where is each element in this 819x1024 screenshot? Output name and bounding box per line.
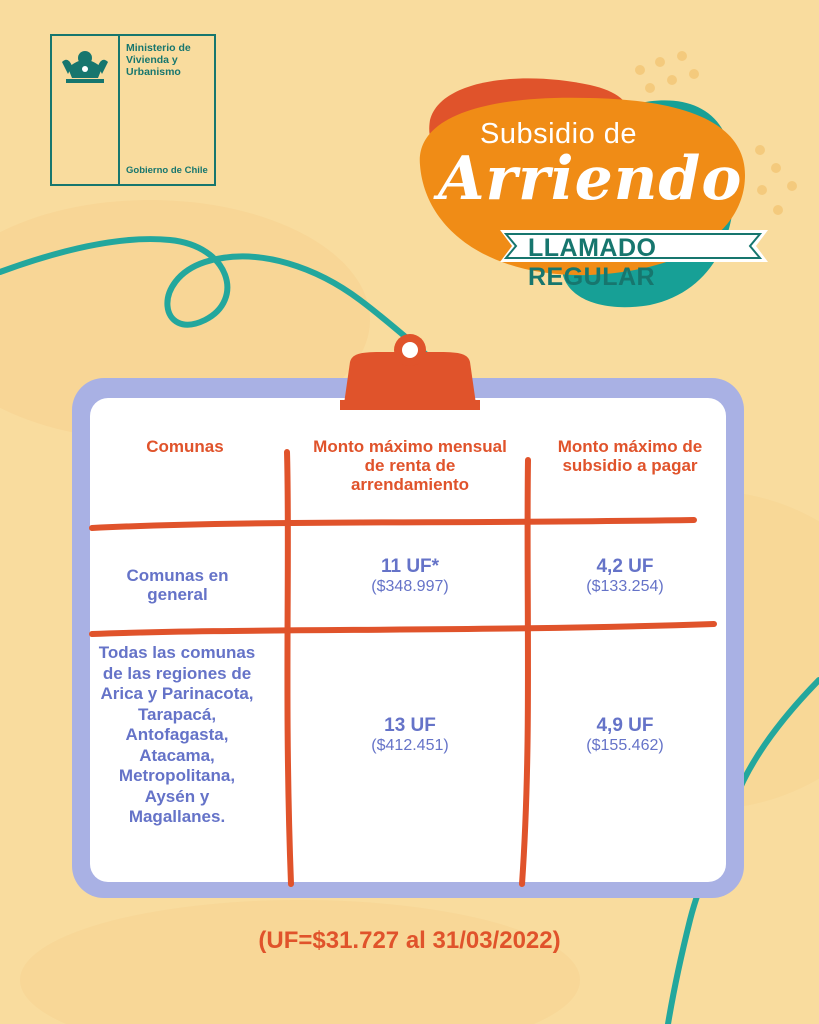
row1-rent-uf: 11 UF* [380, 556, 440, 577]
ministry-logo [50, 34, 216, 186]
row2-rent [305, 715, 515, 755]
row2-subsidy-clp: ($155.462) [586, 737, 664, 754]
row1-subsidy-uf: 4,2 UF [596, 556, 654, 577]
badge-subtitle: Subsidio de [480, 118, 638, 150]
row2-rent-clp: ($412.451) [371, 737, 449, 754]
row-label-general: Comunas en general [126, 566, 229, 604]
clipboard-clip-icon [340, 332, 480, 412]
row1-rent-clp: ($348.997) [371, 578, 449, 595]
logo-divider [118, 36, 120, 184]
badge-title: Arriendo [438, 144, 743, 214]
header-communes: Comunas [146, 437, 224, 456]
row-label-regions: Todas las comunas de las regiones de Arica y Parinacota, Tarapacá, Antofagasta, Atacama, Metropolitana, Aysén y Magallanes. [98, 643, 256, 826]
coat-of-arms-icon [58, 42, 112, 86]
row1-rent [305, 556, 515, 596]
ministry-name: Ministerio de Vivienda y Urbanismo [126, 42, 191, 78]
header-max-rent: Monto máximo mensual de renta de arrendamiento [313, 437, 507, 494]
row1-subsidy [545, 556, 705, 596]
row2-rent-uf: 13 UF [384, 715, 436, 736]
uf-value-note: (UF=$31.727 al 31/03/2022) [258, 927, 561, 954]
row2-subsidy [545, 715, 705, 755]
header-max-subsidy: Monto máximo de subsidio a pagar [557, 437, 703, 475]
row1-subsidy-clp: ($133.254) [586, 578, 664, 595]
badge-ribbon-label: LLAMADO REGULAR [528, 234, 657, 291]
row2-subsidy-uf: 4,9 UF [596, 715, 654, 736]
government-name: Gobierno de Chile [126, 165, 208, 176]
